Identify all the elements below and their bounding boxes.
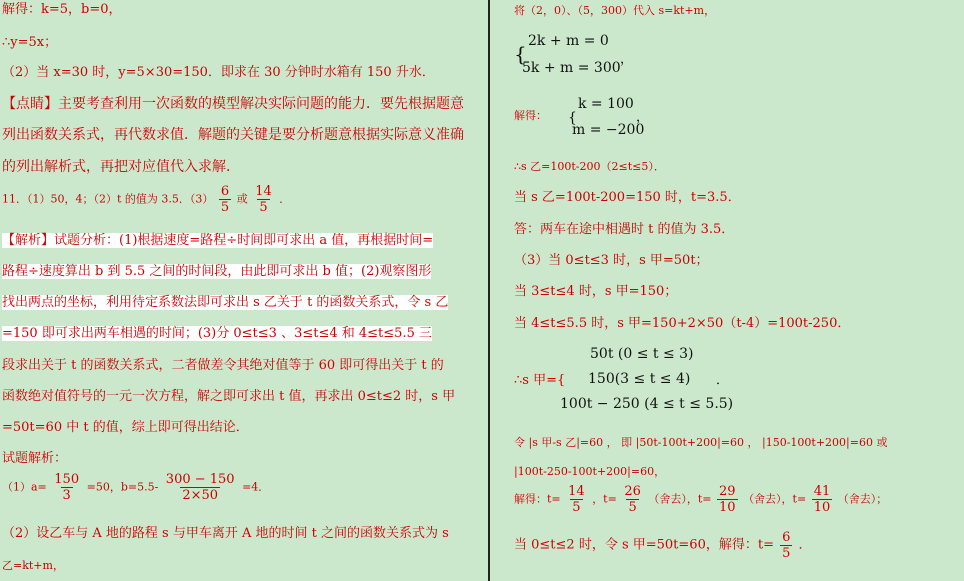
- denominator: 5: [782, 546, 791, 561]
- answer-line: [2, 184, 290, 215]
- text-line: |100t-250-100t+200|=60，: [514, 465, 666, 478]
- fraction: [717, 484, 738, 515]
- text-line: ∴s 乙=100t-200（2≤t≤5）．: [514, 160, 665, 173]
- text-line: （2）当 x=30 时，y=5×30=150．即求在 30 分钟时水箱有 150 升水．: [2, 65, 435, 80]
- right-column: [490, 0, 964, 581]
- numerator: 29: [719, 484, 736, 499]
- fraction: [164, 472, 237, 503]
- text-line: ∴y=5x；: [2, 35, 58, 50]
- numerator: 300 − 150: [165, 472, 235, 487]
- highlighted-text: 找出两点的坐标，利用待定系数法即可求出 s 乙关于 t 的函数关系式，令 s 乙: [2, 295, 449, 310]
- equation: m = −200: [572, 122, 645, 138]
- denominator: 5: [572, 500, 581, 515]
- denominator: 2×50: [182, 488, 219, 503]
- solution-line: [514, 484, 887, 515]
- text-line: ．: [716, 373, 730, 388]
- text-line: 【点睛】主要考查利用一次函数的模型解决实际问题的能力．要先根据题意: [2, 96, 464, 112]
- text-line: 试题解析：: [2, 451, 68, 466]
- text-line: ∴s 甲={: [514, 373, 566, 388]
- text-line: 当 3≤t≤4 时，s 甲=150；: [514, 284, 678, 299]
- equation: 2k + m = 0: [528, 33, 609, 49]
- highlighted-text: 路程÷速度算出 b 到 5.5 之间的时间段，由此即可求出 b 值；(2)观察图形: [2, 264, 432, 279]
- numerator: 14: [568, 484, 585, 499]
- denominator: 5: [259, 200, 268, 215]
- highlighted-text: =150 即可求出两车相遇的时间；(3)分 0≤t≤3 、3≤t≤4 和 4≤t≤5.5 三: [2, 326, 432, 341]
- fraction: [622, 484, 643, 515]
- piecewise-row: 100t − 250 (4 ≤ t ≤ 5.5): [560, 396, 734, 412]
- solution-text: =50，b=5.5-: [86, 480, 159, 494]
- solution-text: （舍去）；: [837, 492, 888, 506]
- text-line: [2, 326, 432, 342]
- piecewise-row: 50t (0 ≤ t ≤ 3): [590, 346, 694, 362]
- solution-text: 当 0≤t≤2 时，令 s 甲=50t=60，解得：t=: [514, 537, 774, 553]
- solution-line: [514, 530, 812, 561]
- text-line: [2, 264, 431, 280]
- denominator: 10: [813, 500, 831, 515]
- text-line: 解得：k=5，b=0，: [2, 2, 122, 17]
- denominator: 3: [62, 488, 71, 503]
- text-line: 将（2，0）、（5，300）代入 s=kt+m，: [514, 4, 716, 17]
- text-line: 段求出关于 t 的函数关系式，二者做差令其绝对值等于 60 即可得出关于 t 的: [2, 358, 444, 373]
- text-line: 乙=kt+m，: [2, 559, 64, 572]
- equation: k = 100: [578, 96, 634, 112]
- fraction: [253, 184, 274, 215]
- text-line: 当 4≤t≤5.5 时，s 甲=150+2×50（t-4）=100t-250．: [514, 316, 851, 331]
- solution-text: （舍去），t=: [743, 492, 807, 506]
- text-line: =50t=60 中 t 的值，综上即可得出结论．: [2, 420, 249, 435]
- text-line: 答：两车在途中相遇时 t 的值为 3.5．: [514, 222, 735, 237]
- denominator: 10: [719, 500, 736, 515]
- highlighted-text: 【解析】试题分析：(1)根据速度=路程÷时间即可求出 a 值，再根据时间=: [2, 233, 434, 248]
- text-line: 的列出解析式，再把对应值代入求解．: [2, 159, 240, 175]
- solution-text: =4．: [242, 480, 270, 494]
- fraction: [566, 484, 587, 515]
- text-line: （2）设乙车与 A 地的路程 s 与甲车离开 A 地的时间 t 之间的函数关系式为 s: [2, 526, 449, 541]
- answer-text: 或: [236, 192, 248, 206]
- numerator: 26: [624, 484, 641, 499]
- text-line: ，: [620, 52, 634, 67]
- solution-text: 解得：t=: [514, 492, 561, 506]
- brace-icon: {: [514, 42, 527, 66]
- numerator: 41: [813, 484, 831, 499]
- text-line: 令 |s 甲-s 乙|=60 ， 即 |50t-100t+200|=60 ， |150-100t+200|=60 或: [514, 436, 888, 449]
- numerator: 6: [782, 530, 791, 545]
- brace-icon: {: [568, 110, 577, 126]
- fraction: [812, 484, 833, 515]
- text-line: [2, 233, 433, 249]
- numerator: 6: [220, 184, 230, 199]
- text-line: 解得：: [514, 109, 547, 122]
- solution-line: [2, 472, 269, 503]
- solution-text: ，t=: [592, 492, 617, 506]
- solution-text: （1）a=: [2, 480, 47, 494]
- fraction: [780, 530, 792, 561]
- piecewise-row: 150(3 ≤ t ≤ 4): [588, 371, 691, 387]
- numerator: 14: [255, 184, 272, 199]
- text-line: [2, 295, 448, 311]
- fraction: [219, 184, 231, 215]
- solution-text: （舍去），t=: [648, 492, 712, 506]
- solution-text: ．: [798, 537, 812, 553]
- text-line: 列出函数关系式，再代数求值．解题的关键是要分析题意根据实际意义准确: [2, 127, 464, 143]
- text-line: ，: [636, 110, 650, 125]
- denominator: 5: [628, 500, 637, 515]
- answer-text: ．: [279, 192, 291, 206]
- denominator: 5: [220, 200, 230, 215]
- equation: 5k + m = 300: [522, 60, 621, 76]
- fraction: [52, 472, 81, 503]
- text-line: 当 s 乙=100t-200=150 时，t=3.5．: [514, 190, 741, 205]
- text-line: 函数绝对值符号的一元一次方程，解之即可求出 t 值，再求出 0≤t≤2 时，s 甲: [2, 389, 456, 404]
- numerator: 150: [54, 472, 80, 487]
- text-line: （3）当 0≤t≤3 时，s 甲=50t；: [514, 253, 709, 268]
- answer-text: 11．（1）50，4；（2）t 的值为 3.5．（3）: [2, 192, 214, 206]
